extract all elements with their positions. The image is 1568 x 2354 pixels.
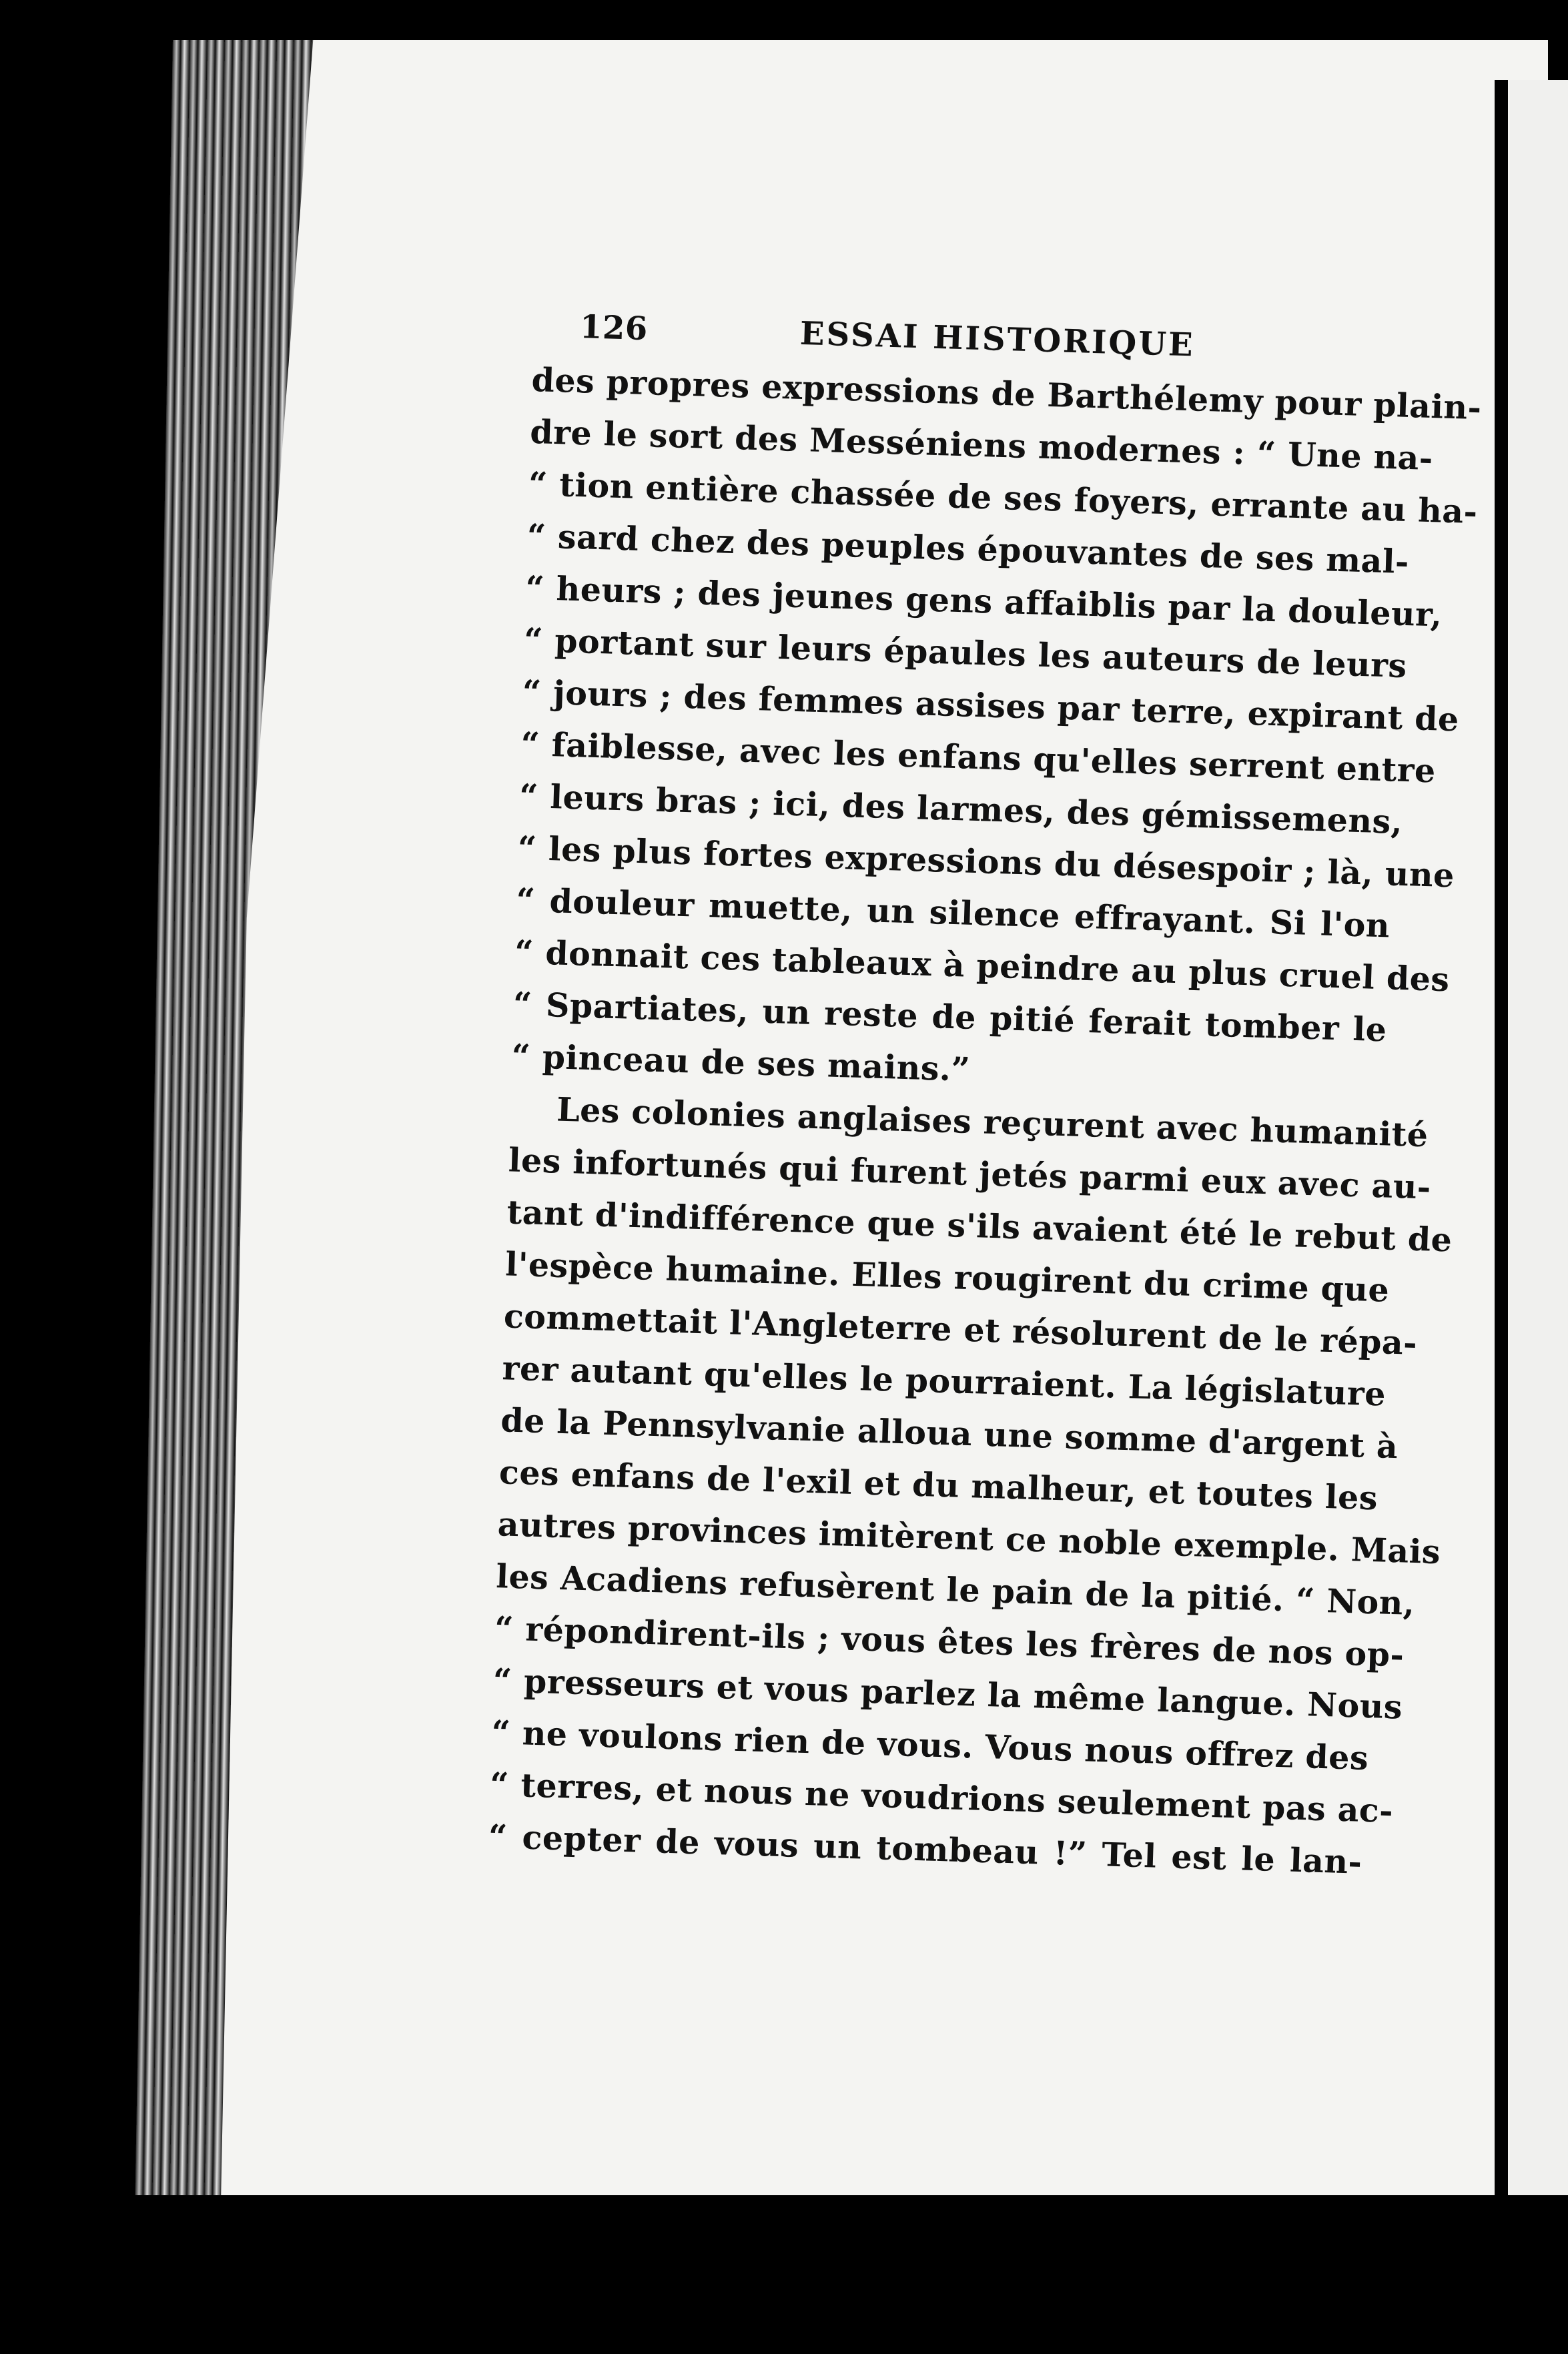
paragraph-start-line: Les colonies anglaises reçurent avec humanité xyxy=(556,1090,1429,1155)
text-line: autres provinces imitèrent ce noble exemple. Mais xyxy=(496,1505,1441,1572)
text-line: “ cepter de vous un tombeau !” Tel est le lan- xyxy=(488,1817,1363,1882)
text-line: “ tion entière chassée de ses foyers, errante au ha- xyxy=(528,464,1479,532)
text-line: “ jours ; des femmes assises par terre, expirant de xyxy=(522,672,1460,739)
text-line: “ heurs ; des jeunes gens affaiblis par la douleur, xyxy=(524,568,1443,635)
text-line: “ Spartiates, un reste de pitié ferait tomber le xyxy=(512,984,1388,1050)
text-line: “ ne voulons rien de vous. Vous nous offrez des xyxy=(490,1713,1369,1778)
text-line: “ terres, et nous ne voudrions seulement pas ac- xyxy=(489,1765,1394,1831)
running-head: ESSAI HISTORIQUE xyxy=(799,314,1196,364)
text-line: commettait l'Angleterre et résolurent de le répa- xyxy=(503,1296,1418,1362)
text-line: “ donnait ces tableaux à peindre au plus cruel des xyxy=(514,932,1451,1000)
text-line: “ leurs bras ; ici, des larmes, des gémissemens, xyxy=(518,776,1404,841)
text-line: l'espèce humaine. Elles rougirent du crime que xyxy=(504,1244,1391,1310)
text-line: les infortunés qui furent jetés parmi eux avec au- xyxy=(508,1140,1432,1207)
text-line: tant d'indifférence que s'ils avaient été le rebut de xyxy=(506,1192,1453,1260)
page-text-block xyxy=(488,307,1483,1888)
text-line: “ faiblesse, avec les enfans qu'elles serrent entre xyxy=(520,724,1437,791)
text-line: “ répondirent-ils ; vous êtes les frères de nos op- xyxy=(494,1609,1405,1675)
text-line: de la Pennsylvanie alloua une somme d'argent à xyxy=(500,1401,1399,1467)
scan-bottom-border xyxy=(0,2195,1568,2354)
body-text xyxy=(488,354,1483,1888)
text-line: des propres expressions de Barthélemy pour plain- xyxy=(530,360,1483,428)
text-line: “ douleur muette, un silence effrayant. Si l'on xyxy=(515,880,1391,945)
text-line: “ les plus fortes expressions du désespoir ; là, une xyxy=(517,828,1455,895)
page-number: 126 xyxy=(579,308,649,348)
text-line: “ portant sur leurs épaules les auteurs de leurs xyxy=(523,620,1408,686)
text-line: rer autant qu'elles le pourraient. La législature xyxy=(501,1348,1387,1414)
text-line: “ presseurs et vous parlez la même langue. Nous xyxy=(492,1661,1403,1727)
text-line: “ sard chez des peuples épouvantes de ses mal- xyxy=(526,516,1410,582)
text-line: “ pinceau de ses mains.” xyxy=(510,1036,971,1089)
facing-page-edge xyxy=(1509,80,1568,2235)
text-line: dre le sort des Messéniens modernes : “ Une na- xyxy=(529,412,1434,478)
text-line: les Acadiens refusèrent le pain de la pitié. “ Non, xyxy=(495,1557,1416,1623)
text-line: ces enfans de l'exil et du malheur, et toutes les xyxy=(498,1453,1379,1518)
gutter-shadow xyxy=(1495,80,1508,2235)
